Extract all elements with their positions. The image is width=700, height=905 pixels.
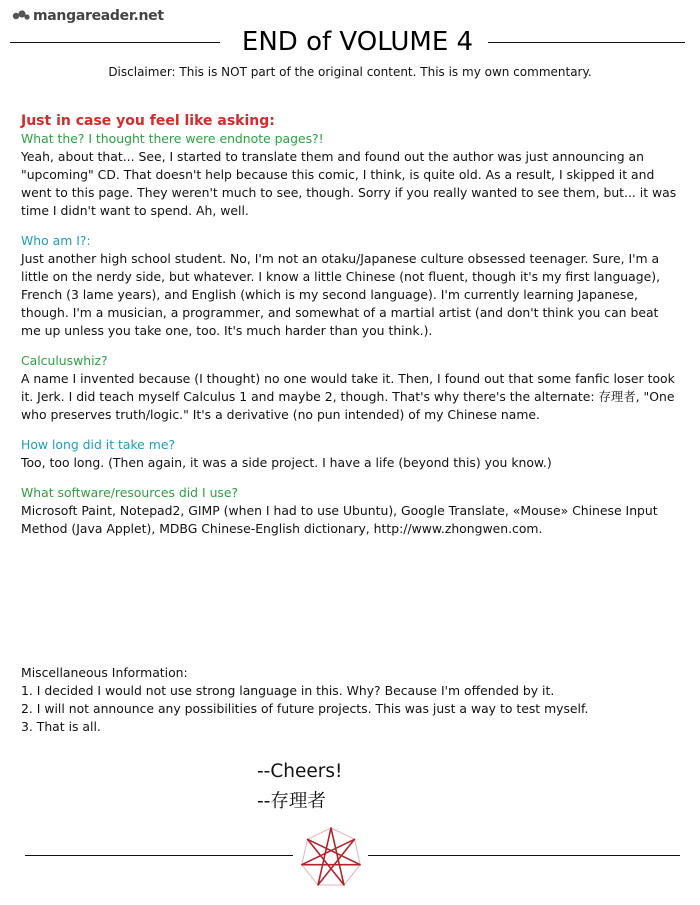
faq-answer: A name I invented because (I thought) no one would take it. Then, I found out that some fanfic loser took it. Jerk. I did teach myself Calculus 1 and maybe 2, though. That's why there's the alternate: 存理者, "One who preserves truth/logic." It's a derivative (no pun intended) of my Chinese name. <box>21 371 675 422</box>
title-rule-left <box>10 42 220 43</box>
signoff <box>257 757 342 817</box>
misc-item: 1. I decided I would not use strong language in this. Why? Because I'm offended by it. <box>21 683 555 698</box>
title-rule-right <box>488 42 685 43</box>
faq-question: How long did it take me? <box>21 437 176 452</box>
faq-answer: Microsoft Paint, Notepad2, GIMP (when I had to use Ubuntu), Google Translate, «Mouse» Chinese Input Method (Java Applet), MDBG Chinese-English dictionary, http://www.zhongwen.com. <box>21 503 658 536</box>
faq-answer: Yeah, about that... See, I started to translate them and found out the author was just announcing an "upcoming" CD. That doesn't help because this comic, I think, is quite old. As a result, I skipped it and went to this page. They weren't much to see, though. Sorry if you really wanted to see them, but... it was time I didn't want to spend. Ah, well. <box>21 149 677 218</box>
watermark-text: mangareader.net <box>33 8 164 24</box>
faq-answer: Just another high school student. No, I'm not an otaku/Japanese culture obsessed teenager. Sure, I'm a little on the nerdy side, but whatever. I know a little Chinese (not fluent, though it's my first language), French (3 lame years), and English (which is my second language). I'm currently learning Japanese, though. I'm a musician, a programmer, and somewhat of a martial artist (and don't think you can beat me up unless you take one, too. It's much harder than you think.). <box>21 251 661 338</box>
faq-question: What the? I thought there were endnote pages?! <box>21 131 324 146</box>
bottom-rule-right <box>368 855 680 856</box>
watermark <box>12 8 164 24</box>
heptagram-icon <box>298 825 364 891</box>
signoff-name: --存理者 <box>257 791 326 812</box>
watermark-logo-icon <box>12 9 30 23</box>
faq-content <box>21 112 681 538</box>
faq-answer: Too, too long. (Then again, it was a side project. I have a life (beyond this) you know.) <box>21 455 552 470</box>
title-row <box>10 26 685 60</box>
faq-question: What software/resources did I use? <box>21 485 239 500</box>
bottom-rule-left <box>25 855 293 856</box>
main-heading: Just in case you feel like asking: <box>21 113 275 129</box>
faq-question: Who am I?: <box>21 233 91 248</box>
page-title: END of VOLUME 4 <box>241 27 474 57</box>
signoff-cheers: --Cheers! <box>257 761 343 782</box>
misc-item: 2. I will not announce any possibilities of future projects. This was just a way to test myself. <box>21 701 589 716</box>
misc-heading: Miscellaneous Information: <box>21 665 188 680</box>
misc-info <box>21 664 681 736</box>
faq-question: Calculuswhiz? <box>21 353 108 368</box>
misc-item: 3. That is all. <box>21 719 101 734</box>
disclaimer: Disclaimer: This is NOT part of the original content. This is my own commentary. <box>108 65 592 79</box>
